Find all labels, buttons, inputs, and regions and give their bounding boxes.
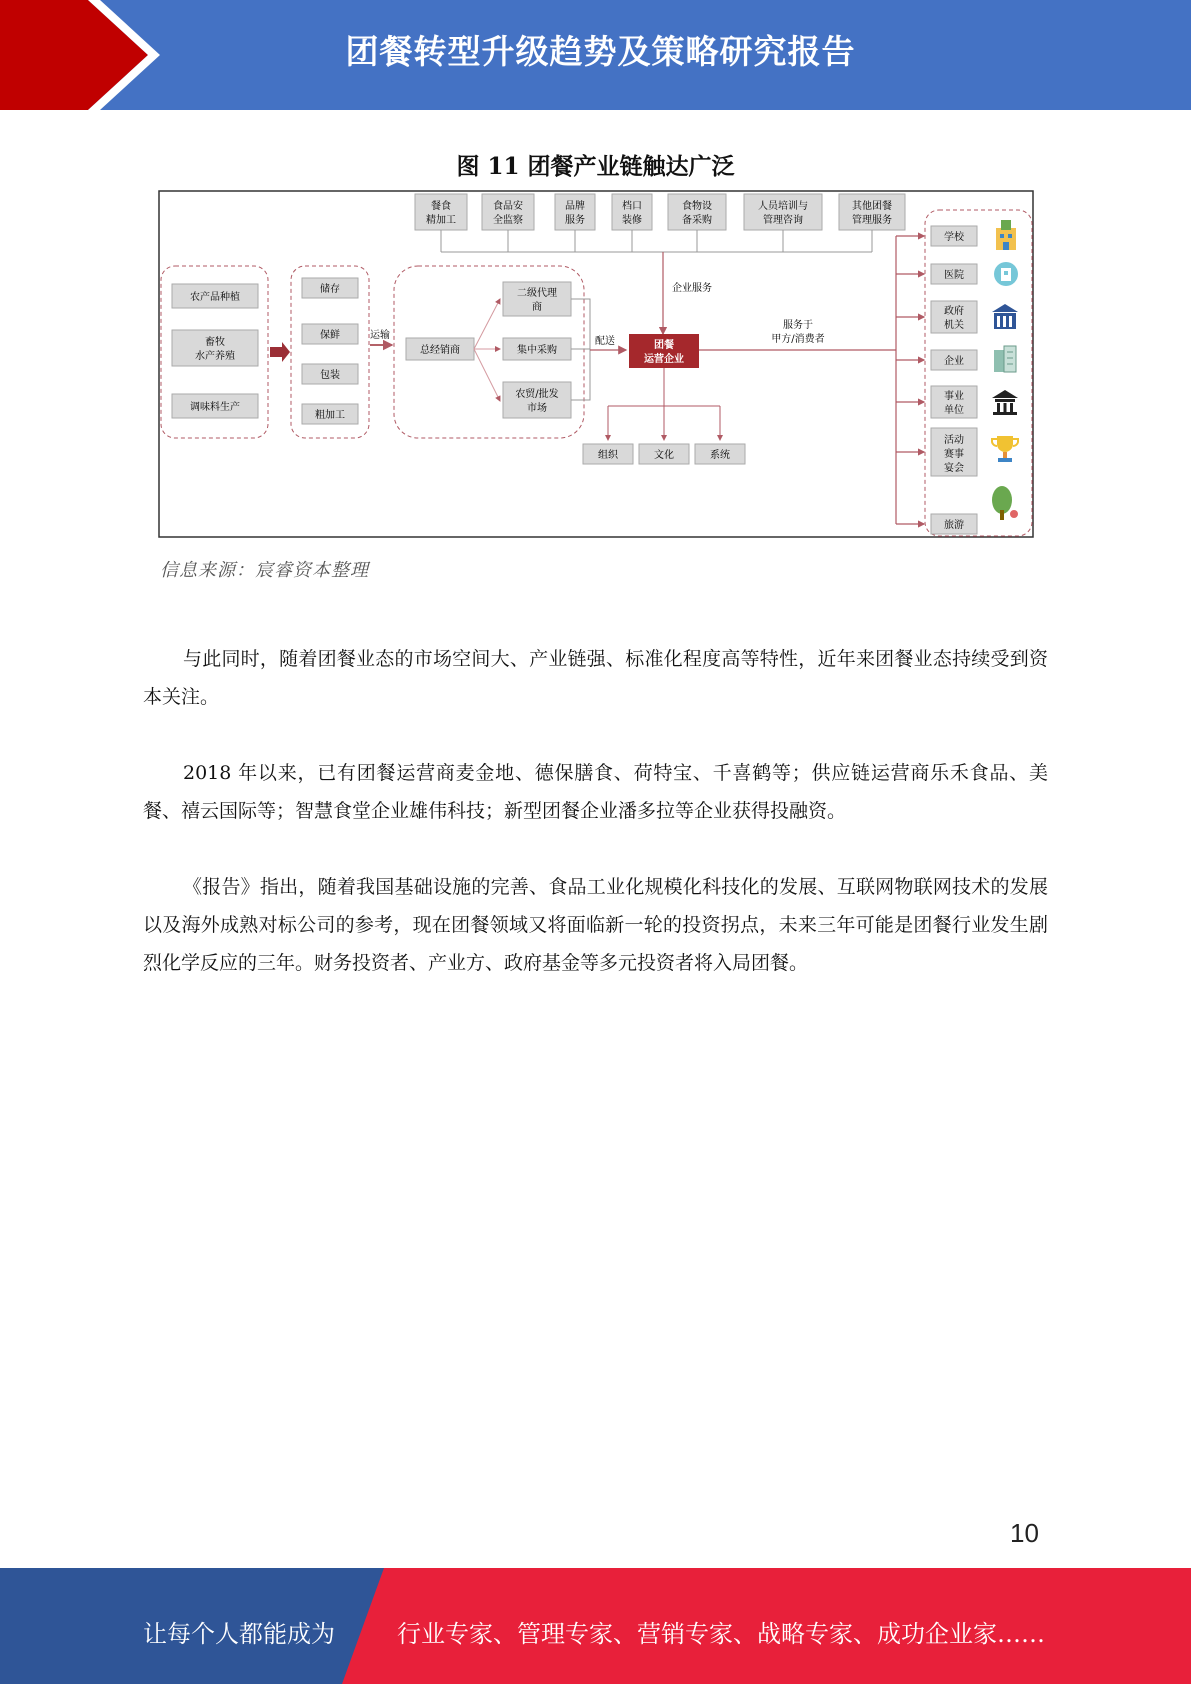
processing-box bbox=[302, 278, 358, 298]
svg-text:文化: 文化 bbox=[654, 450, 674, 461]
svg-text:赛事: 赛事 bbox=[944, 449, 964, 460]
svg-text:包装: 包装 bbox=[320, 370, 340, 381]
distributor-box bbox=[406, 338, 474, 360]
svg-text:调味料生产: 调味料生产 bbox=[190, 402, 240, 413]
paragraph-1: 与此同时，随着团餐业态的市场空间大、产业链强、标准化程度高等特性，近年来团餐业态持续受到资本关注。 bbox=[143, 648, 1048, 708]
paragraph-2: 2018 年以来，已有团餐运营商麦金地、德保膳食、荷特宝、千喜鹤等；供应链运营商乐禾食品、美餐、禧云国际等；智慧食堂企业雄伟科技；新型团餐企业潘多拉等企业获得投融资。 bbox=[143, 762, 1048, 822]
svg-text:备采购: 备采购 bbox=[682, 215, 712, 226]
top-service-box bbox=[612, 194, 652, 230]
svg-text:管理咨询: 管理咨询 bbox=[763, 215, 803, 226]
channel-box bbox=[503, 282, 571, 316]
svg-text:旅游: 旅游 bbox=[944, 520, 964, 531]
top-service-box bbox=[668, 194, 726, 230]
svg-text:管理服务: 管理服务 bbox=[852, 215, 892, 226]
top-service-box bbox=[415, 194, 467, 230]
hospital-icon bbox=[994, 262, 1018, 286]
svg-text:系统: 系统 bbox=[710, 450, 730, 461]
top-service-box bbox=[555, 194, 595, 230]
enterprise-service-label: 企业服务 bbox=[672, 283, 712, 294]
header-title: 团餐转型升级趋势及策略研究报告 bbox=[345, 32, 856, 71]
svg-text:畜牧: 畜牧 bbox=[205, 337, 225, 348]
svg-text:组织: 组织 bbox=[598, 450, 618, 461]
svg-text:政府: 政府 bbox=[944, 306, 964, 317]
figure-title: 图 11 团餐产业链触达广泛 bbox=[456, 153, 735, 180]
svg-text:活动: 活动 bbox=[944, 435, 964, 446]
svg-text:储存: 储存 bbox=[320, 284, 340, 295]
svg-text:餐食: 餐食 bbox=[431, 201, 451, 212]
client-box bbox=[931, 428, 977, 476]
svg-text:人员培训与: 人员培训与 bbox=[758, 201, 808, 212]
svg-text:单位: 单位 bbox=[944, 405, 964, 416]
svg-text:医院: 医院 bbox=[944, 270, 964, 281]
svg-text:团餐: 团餐 bbox=[654, 340, 674, 351]
svg-text:集中采购: 集中采购 bbox=[517, 345, 557, 356]
client-box bbox=[931, 514, 977, 534]
channel-box bbox=[503, 382, 571, 418]
svg-text:机关: 机关 bbox=[944, 320, 964, 331]
support-box bbox=[639, 444, 689, 464]
svg-text:装修: 装修 bbox=[622, 215, 642, 226]
processing-box bbox=[302, 324, 358, 344]
svg-text:档口: 档口 bbox=[622, 201, 642, 212]
svg-text:食物设: 食物设 bbox=[682, 201, 712, 212]
svg-text:其他团餐: 其他团餐 bbox=[852, 201, 892, 212]
figure-source: 信息来源：宸睿资本整理 bbox=[160, 560, 369, 581]
diagram-frame bbox=[159, 191, 1033, 537]
upstream-box bbox=[172, 394, 258, 418]
svg-text:商: 商 bbox=[532, 302, 542, 313]
processing-box bbox=[302, 404, 358, 424]
delivery-label: 配送 bbox=[595, 336, 615, 347]
upstream-box bbox=[172, 330, 258, 366]
top-service-box bbox=[482, 194, 534, 230]
top-service-box bbox=[839, 194, 905, 230]
footer-slogan-left: 让每个人都能成为 bbox=[143, 1620, 335, 1648]
svg-text:农贸/批发: 农贸/批发 bbox=[515, 389, 559, 400]
core-enterprise-box bbox=[629, 334, 699, 368]
svg-text:水产养殖: 水产养殖 bbox=[195, 351, 235, 362]
svg-text:市场: 市场 bbox=[527, 403, 547, 414]
client-box bbox=[931, 264, 977, 284]
client-box bbox=[931, 350, 977, 370]
svg-text:总经销商: 总经销商 bbox=[420, 345, 460, 356]
serve-label: 服务于 bbox=[783, 320, 813, 331]
svg-text:品牌: 品牌 bbox=[565, 201, 585, 212]
paragraph-3: 《报告》指出，随着我国基础设施的完善、食品工业化规模化科技化的发展、互联网物联网技术的发展以及海外成熟对标公司的参考，现在团餐领域又将面临新一轮的投资拐点，未来三年可能是团餐行业发生剧烈化学反应的三年。财务投资者、产业方、政府基金等多元投资者将入局团餐。 bbox=[143, 876, 1048, 974]
serve-label-2: 甲方/消费者 bbox=[771, 334, 825, 345]
industry-chain-diagram bbox=[158, 190, 1036, 540]
svg-text:服务: 服务 bbox=[565, 215, 585, 226]
processing-box bbox=[302, 364, 358, 384]
channel-box bbox=[503, 338, 571, 360]
client-box bbox=[931, 226, 977, 246]
support-box bbox=[695, 444, 745, 464]
page-header bbox=[0, 0, 1191, 110]
page-number: 10 bbox=[1010, 1518, 1039, 1548]
svg-text:运营企业: 运营企业 bbox=[644, 354, 684, 365]
svg-text:食品安: 食品安 bbox=[493, 201, 523, 212]
svg-text:全监察: 全监察 bbox=[493, 215, 523, 226]
upstream-box bbox=[172, 284, 258, 308]
transport-label: 运输 bbox=[370, 330, 390, 341]
svg-text:保鲜: 保鲜 bbox=[320, 330, 340, 341]
svg-text:粗加工: 粗加工 bbox=[315, 410, 345, 421]
support-box bbox=[583, 444, 633, 464]
svg-text:二级代理: 二级代理 bbox=[517, 288, 557, 299]
client-box bbox=[931, 301, 977, 333]
svg-text:宴会: 宴会 bbox=[944, 463, 964, 474]
svg-text:学校: 学校 bbox=[944, 232, 964, 243]
top-service-box bbox=[744, 194, 822, 230]
footer-slogan-right: 行业专家、管理专家、营销专家、战略专家、成功企业家…… bbox=[397, 1620, 1045, 1648]
svg-text:企业: 企业 bbox=[944, 356, 964, 367]
svg-text:农产品种植: 农产品种植 bbox=[190, 292, 240, 303]
client-box bbox=[931, 386, 977, 418]
svg-text:精加工: 精加工 bbox=[426, 215, 456, 226]
svg-text:事业: 事业 bbox=[944, 391, 964, 402]
